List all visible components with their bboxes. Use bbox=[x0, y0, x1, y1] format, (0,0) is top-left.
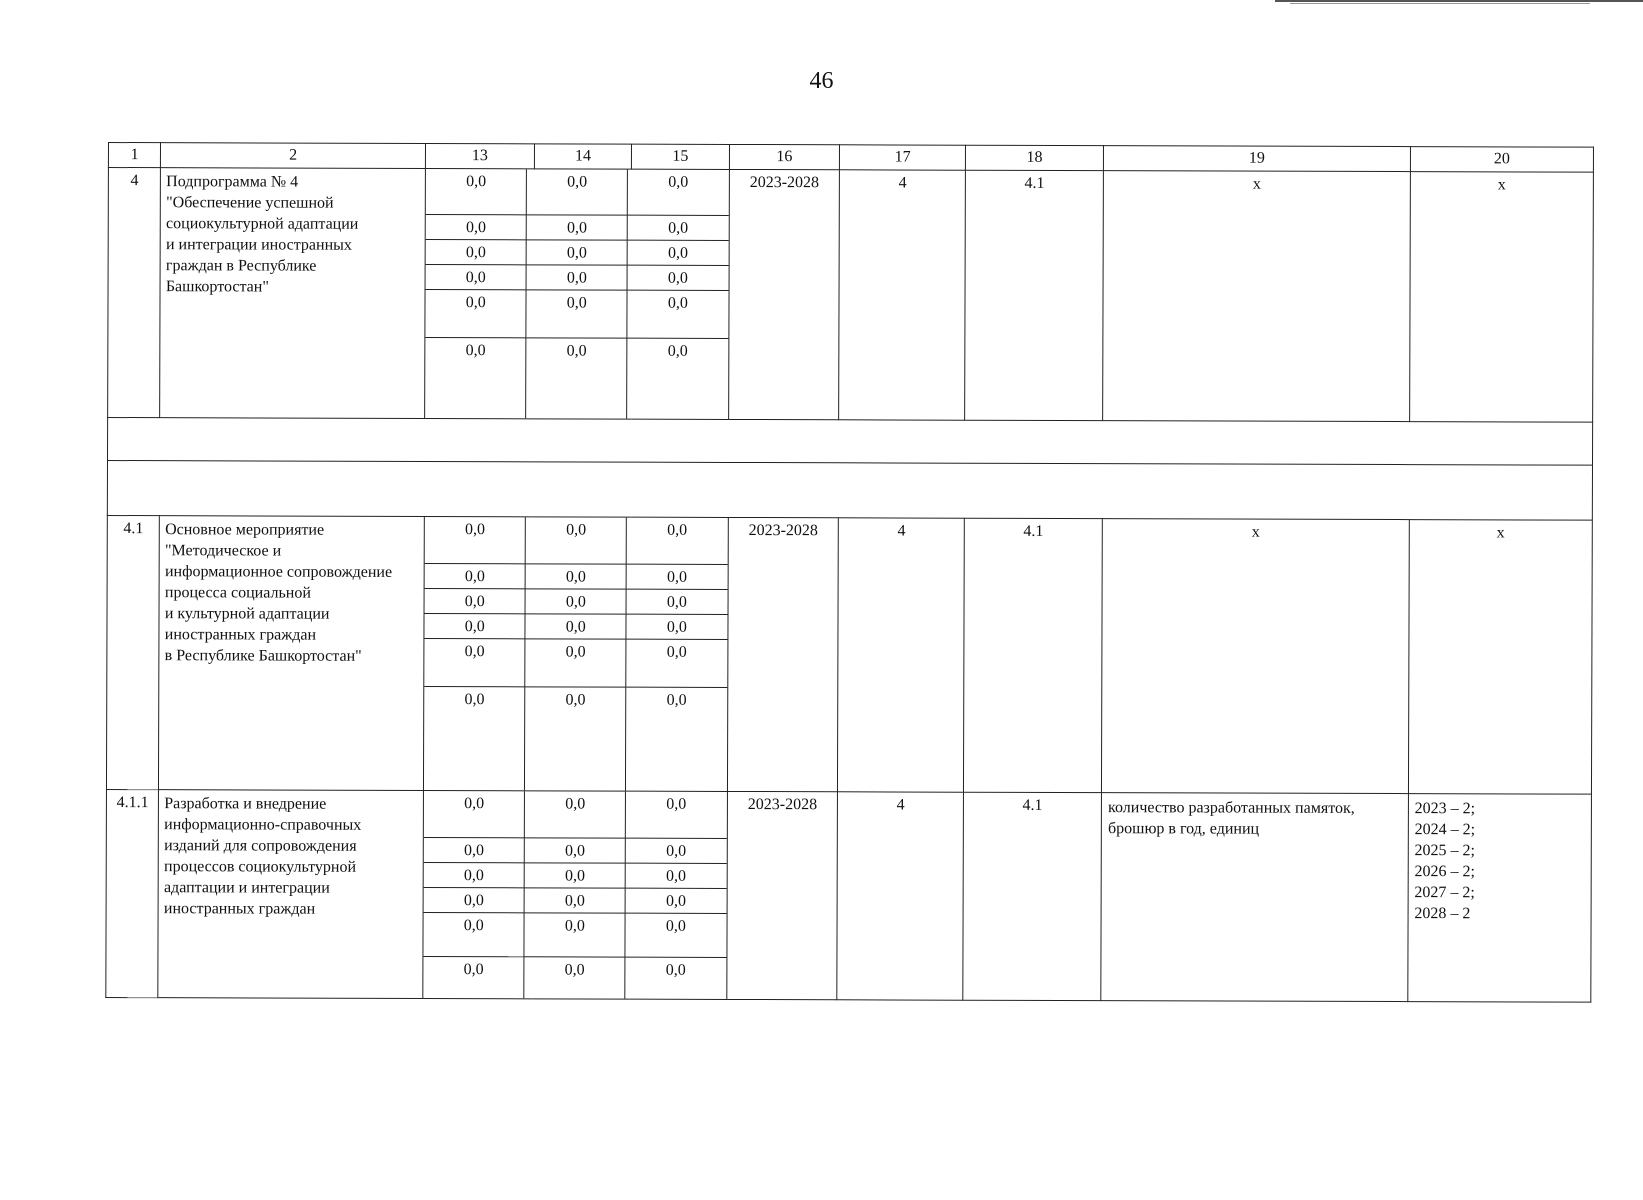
row-title-line: "Обеспечение успешной bbox=[166, 194, 334, 212]
value-cell: 0,0 bbox=[626, 614, 727, 639]
scan-edge-line bbox=[1275, 0, 1643, 2]
value-cell: 0,0 bbox=[527, 240, 628, 265]
row-title-line: Основное мероприятие bbox=[165, 521, 325, 539]
value-cell: 0,0 bbox=[527, 215, 628, 240]
header-cell: 13 bbox=[425, 143, 534, 168]
header-cell: 17 bbox=[840, 145, 966, 170]
value-cell: 0,0 bbox=[525, 614, 626, 639]
row-number: 4.1 bbox=[106, 515, 159, 789]
period-cell: 2023-2028 bbox=[726, 791, 838, 999]
target-value: 2023 – 2; bbox=[1414, 800, 1476, 818]
value-cell: 0,0 bbox=[424, 912, 525, 956]
row-title bbox=[160, 168, 426, 419]
value-cell: 0,0 bbox=[525, 589, 626, 614]
table-row bbox=[106, 789, 1592, 1002]
value-cell: 0,0 bbox=[525, 791, 626, 838]
target-value: 2026 – 2; bbox=[1414, 863, 1475, 881]
row-title-line: изданий для сопровождения bbox=[164, 837, 357, 855]
target-value: 2027 – 2; bbox=[1414, 884, 1475, 902]
row-title bbox=[158, 790, 423, 999]
value-cell: 0,0 bbox=[526, 338, 627, 419]
value-cell: 0,0 bbox=[627, 170, 728, 216]
header-cell: 1 bbox=[108, 143, 160, 168]
header-cell: 2 bbox=[161, 143, 426, 169]
empty-cell bbox=[107, 461, 1592, 521]
funding-values bbox=[423, 790, 727, 999]
page-number: 46 bbox=[809, 68, 834, 94]
header-cell: 16 bbox=[729, 144, 840, 169]
col18-cell: 4.1 bbox=[963, 518, 1102, 792]
value-cell: 0,0 bbox=[525, 564, 626, 589]
value-cell: 0,0 bbox=[426, 214, 527, 239]
indicator-cell: x bbox=[1102, 519, 1409, 794]
value-cell: 0,0 bbox=[425, 588, 526, 613]
value-cell: 0,0 bbox=[626, 518, 727, 565]
program-table bbox=[105, 142, 1594, 1003]
value-cell: 0,0 bbox=[425, 563, 526, 588]
row-title bbox=[159, 516, 425, 791]
row-title-line: Башкортостан" bbox=[165, 278, 269, 296]
col17-cell: 4 bbox=[837, 792, 963, 1000]
row-number: 4 bbox=[108, 168, 161, 418]
target-values-cell bbox=[1408, 794, 1592, 1003]
value-cell: 0,0 bbox=[525, 863, 626, 888]
row-title-line: иностранных граждан bbox=[164, 626, 317, 644]
row-title-line: Подпрограмма № 4 bbox=[166, 173, 299, 191]
value-cell: 0,0 bbox=[526, 290, 627, 338]
value-cell: 0,0 bbox=[524, 957, 625, 999]
period-cell: 2023-2028 bbox=[728, 169, 840, 419]
value-cell: 0,0 bbox=[425, 517, 526, 564]
value-cell: 0,0 bbox=[626, 639, 727, 687]
target-value: 2028 – 2 bbox=[1414, 905, 1471, 923]
header-cell: 19 bbox=[1104, 146, 1411, 172]
value-cell: 0,0 bbox=[424, 638, 525, 686]
value-cell: 0,0 bbox=[627, 265, 728, 290]
value-cell: 0,0 bbox=[524, 913, 625, 957]
table-row bbox=[108, 168, 1594, 423]
header-cell: 14 bbox=[534, 144, 631, 169]
indicator-cell: x bbox=[1103, 171, 1410, 422]
value-cell: 0,0 bbox=[526, 265, 627, 290]
value-cell: 0,0 bbox=[524, 888, 625, 913]
value-cell: 0,0 bbox=[665, 961, 686, 979]
row-number: 4.1.1 bbox=[106, 789, 159, 997]
value-cell: 0,0 bbox=[627, 215, 728, 240]
row-title-line: информационное сопровождение bbox=[164, 563, 393, 581]
value-cell: 0,0 bbox=[425, 613, 526, 638]
empty-row bbox=[107, 418, 1592, 466]
scan-edge-line bbox=[1290, 3, 1590, 4]
value-cell: 0,0 bbox=[625, 838, 726, 863]
value-cell: 0,0 bbox=[426, 169, 527, 215]
table-row bbox=[106, 515, 1592, 794]
col18-cell: 4.1 bbox=[965, 170, 1104, 420]
target-values-cell bbox=[1408, 520, 1592, 795]
target-value: 2024 – 2; bbox=[1414, 821, 1476, 839]
value-cell: 0,0 bbox=[626, 589, 727, 614]
col17-cell: 4 bbox=[838, 518, 964, 792]
header-cell: 18 bbox=[965, 145, 1103, 170]
value-cell: 0,0 bbox=[667, 342, 688, 360]
row-title-line: информационно-справочных bbox=[164, 816, 362, 834]
target-value: x bbox=[1497, 176, 1506, 194]
row-title-line: процессов социокультурной bbox=[164, 858, 357, 876]
funding-values bbox=[425, 168, 729, 419]
period-cell: 2023-2028 bbox=[727, 517, 839, 791]
row-title-line: социокультурной адаптации bbox=[166, 215, 359, 233]
value-cell: 0,0 bbox=[525, 838, 626, 863]
col17-cell: 4 bbox=[839, 170, 965, 420]
empty-row bbox=[107, 461, 1592, 521]
header-cell: 15 bbox=[632, 144, 729, 169]
row-title-line: Разработка и внедрение bbox=[164, 795, 327, 813]
value-cell: 0,0 bbox=[527, 169, 628, 215]
value-cell: 0,0 bbox=[525, 639, 626, 687]
value-cell: 0,0 bbox=[627, 290, 728, 338]
indicator-cell: количество разработанных памяток, брошюр в год, единиц bbox=[1101, 793, 1408, 1002]
value-cell: 0,0 bbox=[426, 239, 527, 264]
target-value: x bbox=[1496, 524, 1505, 542]
value-cell: 0,0 bbox=[423, 956, 524, 998]
value-cell: 0,0 bbox=[424, 791, 525, 838]
value-cell: 0,0 bbox=[426, 264, 527, 289]
value-cell: 0,0 bbox=[525, 687, 626, 791]
value-cell: 0,0 bbox=[425, 337, 526, 418]
row-title-line: процесса социальной bbox=[164, 584, 311, 602]
target-values-cell bbox=[1409, 172, 1593, 423]
row-title-line: "Методическое и bbox=[165, 542, 282, 560]
row-title-line: иностранных граждан bbox=[163, 900, 316, 918]
value-cell: 0,0 bbox=[526, 517, 627, 564]
value-cell: 0,0 bbox=[625, 863, 726, 888]
row-title-line: адаптации и интеграции bbox=[163, 879, 330, 897]
empty-cell bbox=[107, 418, 1592, 466]
target-value: 2025 – 2; bbox=[1414, 842, 1476, 860]
value-cell: 0,0 bbox=[424, 686, 525, 790]
value-cell: 0,0 bbox=[625, 888, 726, 913]
col18-cell: 4.1 bbox=[963, 792, 1102, 1000]
value-cell: 0,0 bbox=[627, 240, 728, 265]
header-cell: 20 bbox=[1410, 147, 1593, 173]
value-cell: 0,0 bbox=[626, 564, 727, 589]
row-title-line: в Республике Башкортостан" bbox=[164, 647, 362, 665]
row-title-line: и культурной адаптации bbox=[164, 605, 330, 623]
value-cell: 0,0 bbox=[424, 862, 525, 887]
value-cell: 0,0 bbox=[666, 691, 687, 709]
row-title-line: граждан в Республике bbox=[165, 257, 317, 275]
value-cell: 0,0 bbox=[425, 289, 526, 337]
value-cell: 0,0 bbox=[625, 913, 726, 957]
row-title-line: и интеграции иностранных bbox=[165, 236, 352, 254]
funding-values bbox=[424, 516, 728, 791]
value-cell: 0,0 bbox=[424, 837, 525, 862]
value-cell: 0,0 bbox=[626, 792, 727, 839]
value-cell: 0,0 bbox=[424, 887, 525, 912]
